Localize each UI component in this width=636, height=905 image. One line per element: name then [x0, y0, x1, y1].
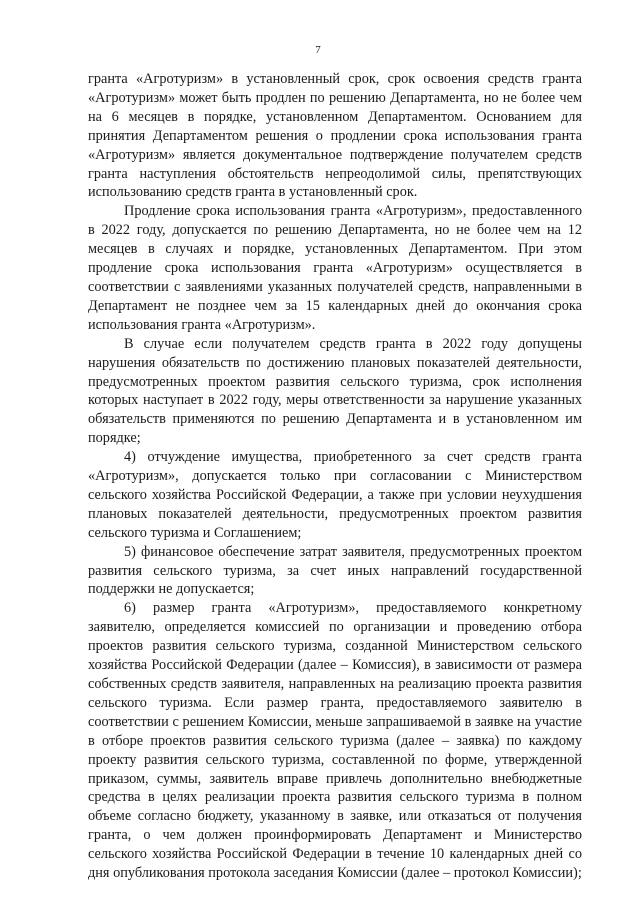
paragraph: 4) отчуждение имущества, приобретенного за счет средств гранта «Агротуризм», допускается только при согласовании с Министерством сельского хозяйства Российской Федерации, а также при условии неухудшения плановых показателей деятельности, предусмотренных проектом развития сельского туризма и Соглашением; — [88, 449, 582, 541]
paragraph: В случае если получателем средств гранта в 2022 году допущены нарушения обязательств по достижению плановых показателей деятельности, предусмотренных проектом развития сельского туризма, срок исполнения которых наступает в 2022 году, меры ответственности за нарушение указанных обязательств применяются по решению Департамента и в установленном им порядке; — [88, 335, 582, 447]
page-number: 7 — [315, 44, 321, 56]
document-body — [88, 70, 582, 883]
paragraph: 6) размер гранта «Агротуризм», предоставляемого конкретному заявителю, определяется комиссией по организации и проведению отбора проектов развития сельского туризма, созданной Министерством сельского хозяйства Российской Федерации (далее – Комиссия), в зависимости от размера собственных средств заявителя, направленных на реализацию проекта развития сельского туризма. Если размер гранта, предоставляемого заявителю в соответствии с решением Комиссии, меньше запрашиваемой в заявке на участие в отборе проектов развития сельского туризма (далее – заявка) по каждому проекту развития сельского туризма, составленной по форме, утвержденной приказом, суммы, заявитель вправе привлечь дополнительно внебюджетные средства в целях реализации проекта развития сельского туризма в полном объеме согласно бюджету, указанному в заявке, или отказаться от получения гранта, о чем должен проинформировать Департамент и Министерство сельского хозяйства Российской Федерации в течение 10 календарных дней со дня опубликования протокола заседания Комиссии (далее – протокол Комиссии); — [88, 600, 582, 882]
paragraph: Продление срока использования гранта «Агротуризм», предоставленного в 2022 году, допускается по решению Департамента, но не более чем на 12 месяцев в случаях и порядке, установленных Департаментом. При этом продление срока использования гранта «Агротуризм» осуществляется в соответствии с заявлениями указанных получателей средств, направленными в Департамент не позднее чем за 15 календарных дней до окончания срока использования гранта «Агротуризм». — [88, 203, 582, 333]
paragraph: 5) финансовое обеспечение затрат заявителя, предусмотренных проектом развития сельского туризма, за счет иных направлений государственной поддержки не допускается; — [88, 543, 582, 598]
paragraph: гранта «Агротуризм» в установленный срок, срок освоения средств гранта «Агротуризм» может быть продлен по решению Департамента, но не более чем на 6 месяцев в порядке, установленном Департаментом. Основанием для принятия Департаментом решения о продлении срока использования гранта «Агротуризм» является документальное подтверждение получателем средств гранта наступления обстоятельств непреодолимой силы, препятствующих использованию средств гранта в установленный срок. — [88, 71, 582, 201]
